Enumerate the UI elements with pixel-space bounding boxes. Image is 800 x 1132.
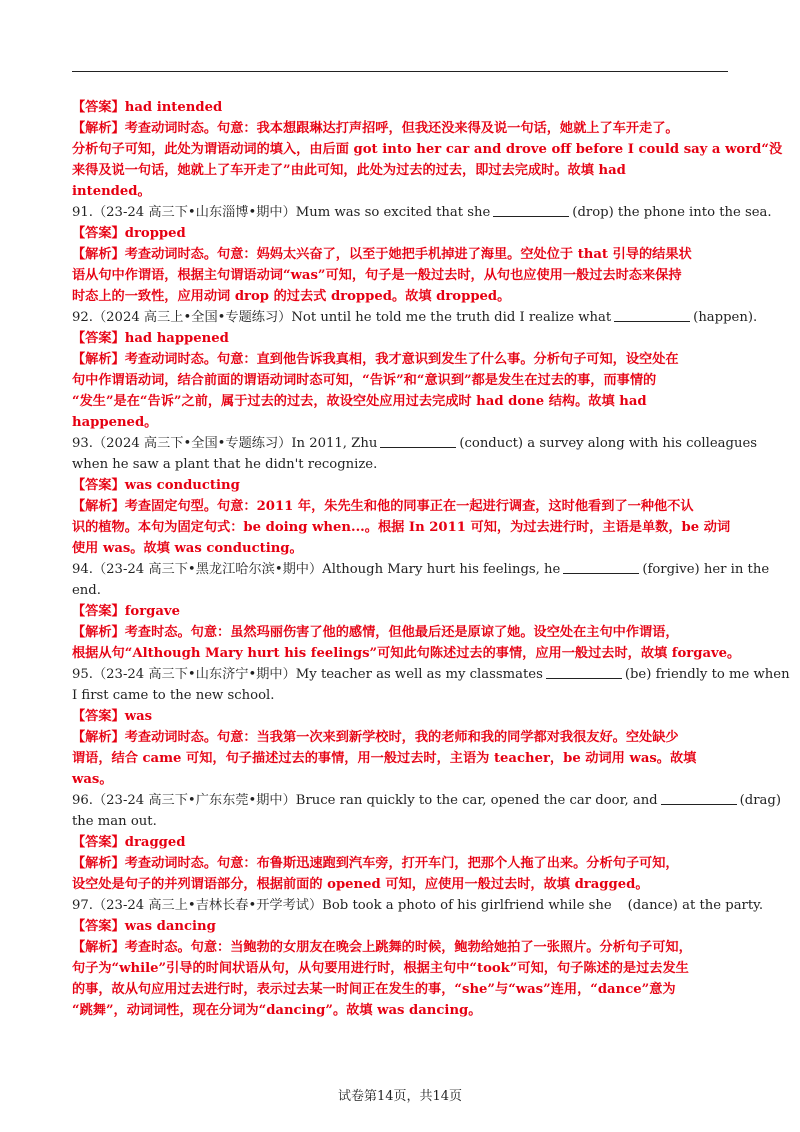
- question-line: [72, 202, 772, 223]
- explanation-line: 【解析】考查动词时态。句意：直到他告诉我真相，我才意识到发生了什么事。分析句子可知，设空处在: [72, 352, 679, 367]
- explanation-line: 识的植物。本句为固定句式：be doing when...。根据 In 2011 可知，为过去进行时，主语是单数，be 动词: [72, 520, 731, 535]
- explanation-line: 使用 was。故填 was conducting。: [72, 541, 303, 556]
- header-rule: [72, 71, 728, 72]
- explanation-line: was。: [72, 772, 113, 787]
- answer-blank: [563, 561, 639, 574]
- explanation-line: 【解析】考查时态。句意：当鲍勃的女朋友在晚会上跳舞的时候，鲍勃给她拍了一张照片。分析句子可知，: [72, 940, 692, 955]
- question-line: [72, 433, 758, 454]
- explanation-line: 句子为“while”引导的时间状语从句，从句要用进行时，根据主句中“took”可知，句子陈述的是过去发生: [72, 961, 689, 976]
- question-hint: (drop) the phone into the sea.: [572, 205, 772, 220]
- question-text: 96.（23-24 高三下•广东东莞•期中）Bruce ran quickly to the car, opened the car door, and: [72, 793, 658, 808]
- explanation-line: 设空处是句子的并列谓语部分，根据前面的 opened 可知，应使用一般过去时，故填 dragged。: [72, 877, 649, 892]
- answer-blank: [661, 792, 737, 805]
- explanation-line: 来得及说一句话，她就上了车开走了”由此可知，此处为过去的过去，即过去完成时。故填 had: [72, 163, 626, 178]
- question-continuation: end.: [72, 583, 101, 598]
- question-text: 95.（23-24 高三下•山东济宁•期中）My teacher as well as my classmates: [72, 667, 543, 682]
- question-continuation: when he saw a plant that he didn't recognize.: [72, 457, 378, 472]
- answer-line: 【答案】dragged: [72, 835, 186, 850]
- explanation-line: 【解析】考查时态。句意：虽然玛丽伤害了他的感情，但他最后还是原谅了她。设空处在主句中作谓语，: [72, 625, 679, 640]
- explanation-line: 【解析】考查固定句型。句意：2011 年，朱先生和他的同事正在一起进行调查，这时他看到了一种他不认: [72, 499, 694, 514]
- explanation-line: 时态上的一致性，应用动词 drop 的过去式 dropped。故填 dropped。: [72, 289, 511, 304]
- explanation-line: 谓语，结合 came 可知，句子描述过去的事情，用一般过去时，主语为 teacher，be 动词用 was。故填: [72, 751, 697, 766]
- answer-line: 【答案】dropped: [72, 226, 186, 241]
- explanation-line: 的事，故从句应用过去进行时，表示过去某一时间正在发生的事，“she”与“was”连用，“dance”意为: [72, 982, 676, 997]
- question-continuation: I first came to the new school.: [72, 688, 275, 703]
- explanation-line: 语从句中作谓语，根据主句谓语动词“was”可知，句子是一般过去时，从句也应使用一般过去时态来保持: [72, 268, 682, 283]
- answer-line: 【答案】had happened: [72, 331, 229, 346]
- question-hint: (happen).: [693, 310, 758, 325]
- question-hint: (drag): [739, 793, 781, 808]
- question-text: 94.（23-24 高三下•黑龙江哈尔滨•期中）Although Mary hurt his feelings, he: [72, 562, 561, 577]
- question-hint: (conduct) a survey along with his colleagues: [459, 436, 758, 451]
- answer-line: 【答案】was dancing: [72, 919, 216, 934]
- explanation-line: 【解析】考查动词时态。句意：当我第一次来到新学校时，我的老师和我的同学都对我很友好。空处缺少: [72, 730, 679, 745]
- question-text: 92.（2024 高三上•全国•专题练习）Not until he told me the truth did I realize what: [72, 310, 612, 325]
- explanation-line: 【解析】考查动词时态。句意：布鲁斯迅速跑到汽车旁，打开车门，把那个人拖了出来。分析句子可知，: [72, 856, 679, 871]
- answer-line: 【答案】forgave: [72, 604, 180, 619]
- explanation-line: “跳舞”，动词词性，现在分词为“dancing”。故填 was dancing。: [72, 1003, 482, 1018]
- question-continuation: the man out.: [72, 814, 157, 829]
- answer-line: 【答案】was: [72, 709, 153, 724]
- explanation-line: 【解析】考查动词时态。句意：我本想跟琳达打声招呼，但我还没来得及说一句话，她就上了车开走了。: [72, 121, 679, 136]
- document-body: [72, 97, 790, 1021]
- answer-blank: [493, 204, 569, 217]
- answer-blank: [380, 435, 456, 448]
- explanation-line: 句中作谓语动词，结合前面的谓语动词时态可知，“告诉”和“意识到”都是发生在过去的事，而事情的: [72, 373, 657, 388]
- question-line: [72, 559, 770, 580]
- answer-line: 【答案】was conducting: [72, 478, 240, 493]
- answer-line: 【答案】had intended: [72, 100, 223, 115]
- explanation-line: intended。: [72, 184, 151, 199]
- question-hint: (be) friendly to me when: [624, 667, 790, 682]
- question-hint: (forgive) her in the: [642, 562, 770, 577]
- question-line: [72, 307, 758, 328]
- page-footer: 试卷第14页，共14页: [337, 1089, 463, 1104]
- explanation-line: 分析句子可知，此处为谓语动词的填入，由后面 got into her car and drove off before I could say a word“没: [72, 142, 783, 157]
- explanation-line: happened。: [72, 415, 158, 430]
- explanation-line: 【解析】考查动词时态。句意：妈妈太兴奋了，以至于她把手机掉进了海里。空处位于 that 引导的结果状: [72, 247, 692, 262]
- question-text: 93.（2024 高三下•全国•专题练习）In 2011, Zhu: [72, 436, 378, 451]
- question-line: [72, 664, 790, 685]
- answer-blank: [546, 666, 622, 679]
- question-hint: (dance) at the party.: [627, 898, 764, 913]
- question-line: [72, 790, 781, 811]
- question-text: 97.（23-24 高三上•吉林长春•开学考试）Bob took a photo of his girlfriend while she: [72, 898, 612, 913]
- answer-blank: [614, 309, 690, 322]
- question-line: [72, 895, 764, 916]
- question-text: 91.（23-24 高三下•山东淄博•期中）Mum was so excited that she: [72, 205, 491, 220]
- explanation-line: 根据从句“Although Mary hurt his feelings”可知此句陈述过去的事情，应用一般过去时，故填 forgave。: [72, 646, 741, 661]
- explanation-line: “发生”是在“告诉”之前，属于过去的过去，故设空处应用过去完成时 had done 结构。故填 had: [72, 394, 647, 409]
